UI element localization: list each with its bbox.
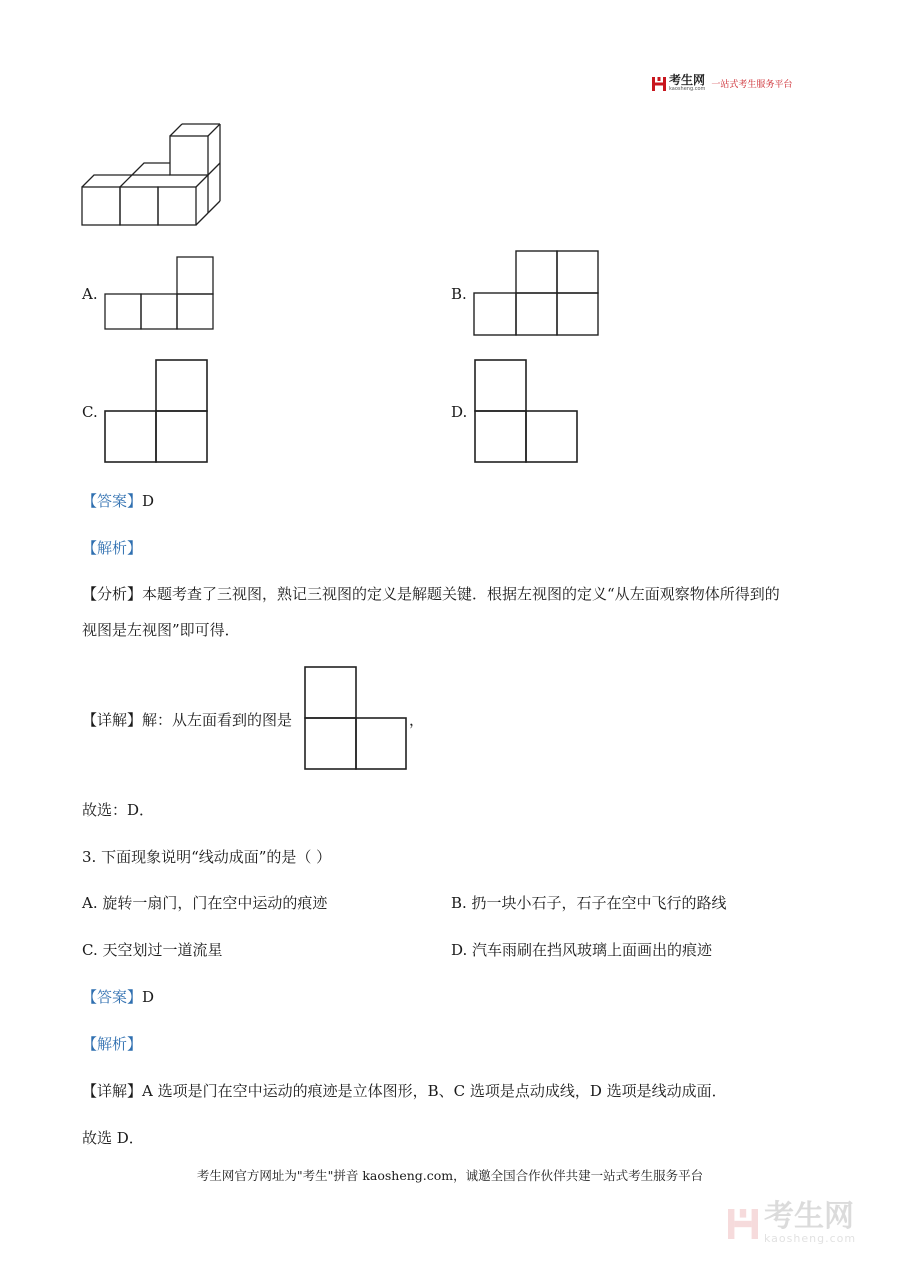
watermark-url: kaosheng.com <box>764 1232 857 1245</box>
q3-option-a: A. 旋转一扇门，门在空中运动的痕迹 <box>82 894 328 912</box>
q2-option-d-label: D. <box>451 403 468 421</box>
logo-url: kaosheng.com <box>669 85 706 92</box>
q2-fenxi-tag: 【分析】 <box>82 585 143 603</box>
q2-option-d-figure <box>473 358 579 464</box>
watermark-text: 考生网 <box>764 1199 854 1234</box>
page-footer: 考生网官方网址为"考生"拼音 kaosheng.com，诚邀全国合作伙伴共建一站式考生服务平台 <box>196 1168 704 1183</box>
solid-figure <box>80 122 225 230</box>
q2-detail-comma: ， <box>409 711 425 729</box>
watermark <box>728 1199 857 1245</box>
header-slogan: 一站式考生服务平台 <box>711 79 793 90</box>
q3-answer-value: D <box>142 988 155 1006</box>
q3-answer <box>82 987 154 1007</box>
q3-detail-text: A 选项是门在空中运动的痕迹是立体图形，B、C 选项是点动成线，D 选项是线动成面． <box>142 1082 727 1100</box>
q3-option-b: B. 扔一块小石子，石子在空中飞行的路线 <box>451 894 727 912</box>
q2-analysis-tag: 【解析】 <box>82 539 143 557</box>
kaosheng-watermark-icon <box>728 1206 758 1242</box>
q2-answer-tag: 【答案】 <box>82 492 143 510</box>
q2-detail <box>82 710 292 730</box>
q2-fenxi-line1 <box>82 584 780 604</box>
q2-conclusion: 故选：D． <box>82 801 155 819</box>
q2-option-b-figure <box>472 249 600 337</box>
q2-answer <box>82 491 154 511</box>
q2-option-a-figure <box>104 256 215 331</box>
q3-detail-tag: 【详解】 <box>82 1082 143 1100</box>
q2-option-a-label: A. <box>82 285 98 303</box>
q2-fenxi-line2: 视图是左视图”即可得． <box>82 621 240 639</box>
q3-analysis-tag: 【解析】 <box>82 1035 143 1053</box>
q3-conclusion: 故选 D． <box>82 1129 144 1147</box>
q2-detail-tag: 【详解】 <box>82 711 143 729</box>
q3-detail <box>82 1081 727 1101</box>
q3-answer-tag: 【答案】 <box>82 988 143 1006</box>
logo-name: 考生网 <box>669 72 706 87</box>
kaosheng-logo-icon <box>652 76 666 90</box>
q3-option-c: C. 天空划过一道流星 <box>82 941 223 959</box>
q3-question: 3. 下面现象说明“线动成面”的是（ ） <box>82 848 332 866</box>
q2-option-c-label: C. <box>82 403 98 421</box>
q2-detail-text: 解：从左面看到的图是 <box>142 711 293 729</box>
q2-fenxi-text: 本题考查了三视图，熟记三视图的定义是解题关键．根据左视图的定义“从左面观察物体所得到的 <box>142 585 780 603</box>
q2-detail-figure <box>303 665 409 772</box>
q2-option-b-label: B. <box>451 285 467 303</box>
header-logo <box>652 73 792 93</box>
q2-option-c-figure <box>103 358 209 464</box>
q2-answer-value: D <box>142 492 155 510</box>
q3-option-d: D. 汽车雨刷在挡风玻璃上面画出的痕迹 <box>451 941 713 959</box>
